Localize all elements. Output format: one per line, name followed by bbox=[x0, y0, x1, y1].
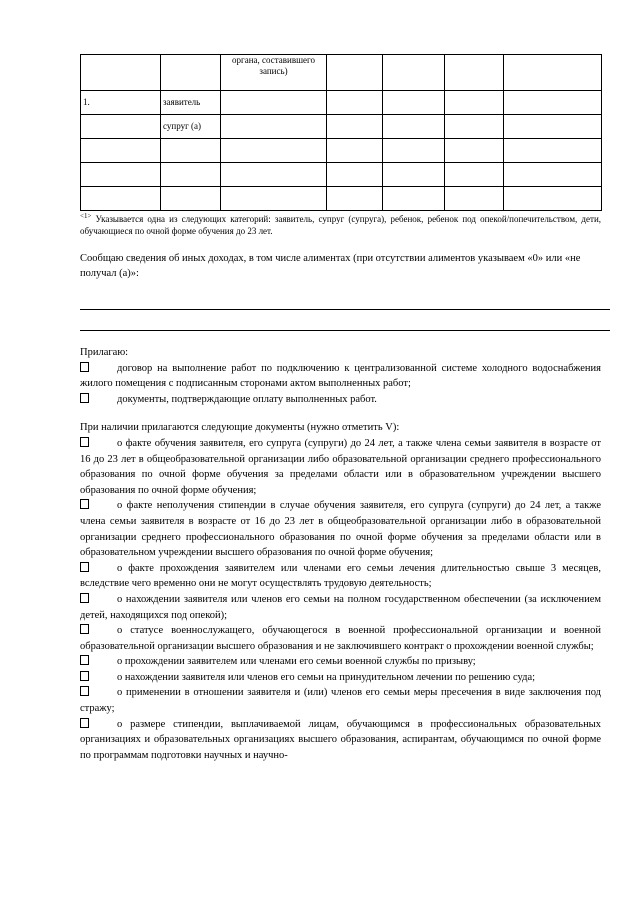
checkbox[interactable] bbox=[80, 499, 89, 509]
list-item: о нахождении заявителя или членов его семьи на принудительном лечении по решению суда; bbox=[80, 670, 601, 686]
list-item: о прохождении заявителем или членами его семьи военной службы по призыву; bbox=[80, 654, 601, 670]
table-row bbox=[81, 115, 602, 139]
table-header-row bbox=[81, 55, 602, 91]
row-number bbox=[81, 163, 161, 187]
list-item: о факте обучения заявителя, его супруга (супруги) до 24 лет, а также члена семьи заявителя в возрасте от 16 до 23 лет в общеобразовательной организации либо образовательной организации среднего профессионального образования по очной форме обучения за пределами области или в образовательном учреждении высшего образования по очной форме обучения; bbox=[80, 437, 601, 496]
row-category: заявитель bbox=[161, 91, 221, 115]
list-item: о применении в отношении заявителя и (или) членов его семьи меры пресечения в виде заключения под стражу; bbox=[80, 687, 601, 715]
checkbox[interactable] bbox=[80, 393, 89, 403]
income-answer-line-2[interactable] bbox=[80, 330, 610, 331]
checkbox[interactable] bbox=[80, 655, 89, 665]
checkbox[interactable] bbox=[80, 593, 89, 603]
row-number bbox=[81, 139, 161, 163]
list-item: о статусе военнослужащего, обучающегося в военной профессиональной организации и военной образовательной организации высшего образования и не заключившего контракт о прохождении военной службы; bbox=[80, 625, 601, 652]
footnote-marker: <1> bbox=[80, 212, 92, 220]
optional-docs-heading: При наличии прилагаются следующие документы (нужно отметить V): bbox=[80, 422, 400, 434]
checkbox[interactable] bbox=[80, 562, 89, 572]
list-item: о факте прохождения заявителем или членами его семьи лечения длительностью свыше 3 месяцев, вследствие чего временно они не могут осуществлять трудовую деятельность; bbox=[80, 562, 601, 590]
list-item: договор на выполнение работ по подключению к централизованной системе холодного водоснабжения жилого помещения с подписанным сторонами актом выполненных работ; bbox=[80, 362, 601, 390]
checkbox[interactable] bbox=[80, 362, 89, 372]
checkbox[interactable] bbox=[80, 437, 89, 447]
checkbox[interactable] bbox=[80, 686, 89, 696]
list-item: документы, подтверждающие оплату выполненных работ. bbox=[80, 392, 601, 408]
attachments-heading: Прилагаю: bbox=[80, 347, 129, 358]
row-category bbox=[161, 139, 221, 163]
list-item: о размере стипендии, выплачиваемой лицам, обучающимся в профессиональных образовательных организациях и образовательных организациях высшего образования, аспирантам, обучающимся по очной форме по программам подготовки научных и научно- bbox=[80, 718, 601, 761]
footnote bbox=[80, 210, 601, 237]
footnote-text: Указывается одна из следующих категорий: заявитель, супруг (супруга), ребенок, ребенок под опекой/попечительством, дети, обучающиеся по очной форме обучения до 23 лет. bbox=[80, 214, 602, 236]
row-number bbox=[81, 115, 161, 139]
row-number bbox=[81, 187, 161, 211]
row-number: 1. bbox=[81, 91, 161, 115]
header-cell-authority: органа, составившего запись) bbox=[221, 55, 327, 91]
checkbox[interactable] bbox=[80, 718, 89, 728]
table-row bbox=[81, 187, 602, 211]
row-category: супруг (а) bbox=[161, 115, 221, 139]
other-income-statement: Сообщаю сведения об иных доходах, в том числе алиментах (при отсутствии алиментов указываем «0» или «не получал (а)»: bbox=[80, 253, 581, 279]
checkbox[interactable] bbox=[80, 624, 89, 634]
list-item: о факте неполучения стипендии в случае обучения заявителя, его супруга (супруги) до 24 лет, а также члена семьи заявителя в возрасте от 16 до 23 лет в общеобразовательной организации либо в образовательной организации среднего профессионального образования по очной форме обучения за пределами области или в образовательном учреждении высшего образования по очной форме обучения; bbox=[80, 500, 601, 559]
row-category bbox=[161, 163, 221, 187]
table-row bbox=[81, 91, 602, 115]
table-row bbox=[81, 139, 602, 163]
list-item: о нахождении заявителя или членов его семьи на полном государственном обеспечении (за исключением детей, находящихся под опекой); bbox=[80, 593, 601, 621]
checkbox[interactable] bbox=[80, 671, 89, 681]
table-row bbox=[81, 163, 602, 187]
attachments-section bbox=[80, 345, 601, 763]
family-members-table bbox=[80, 54, 602, 211]
income-answer-line-1[interactable] bbox=[80, 309, 610, 310]
row-category bbox=[161, 187, 221, 211]
